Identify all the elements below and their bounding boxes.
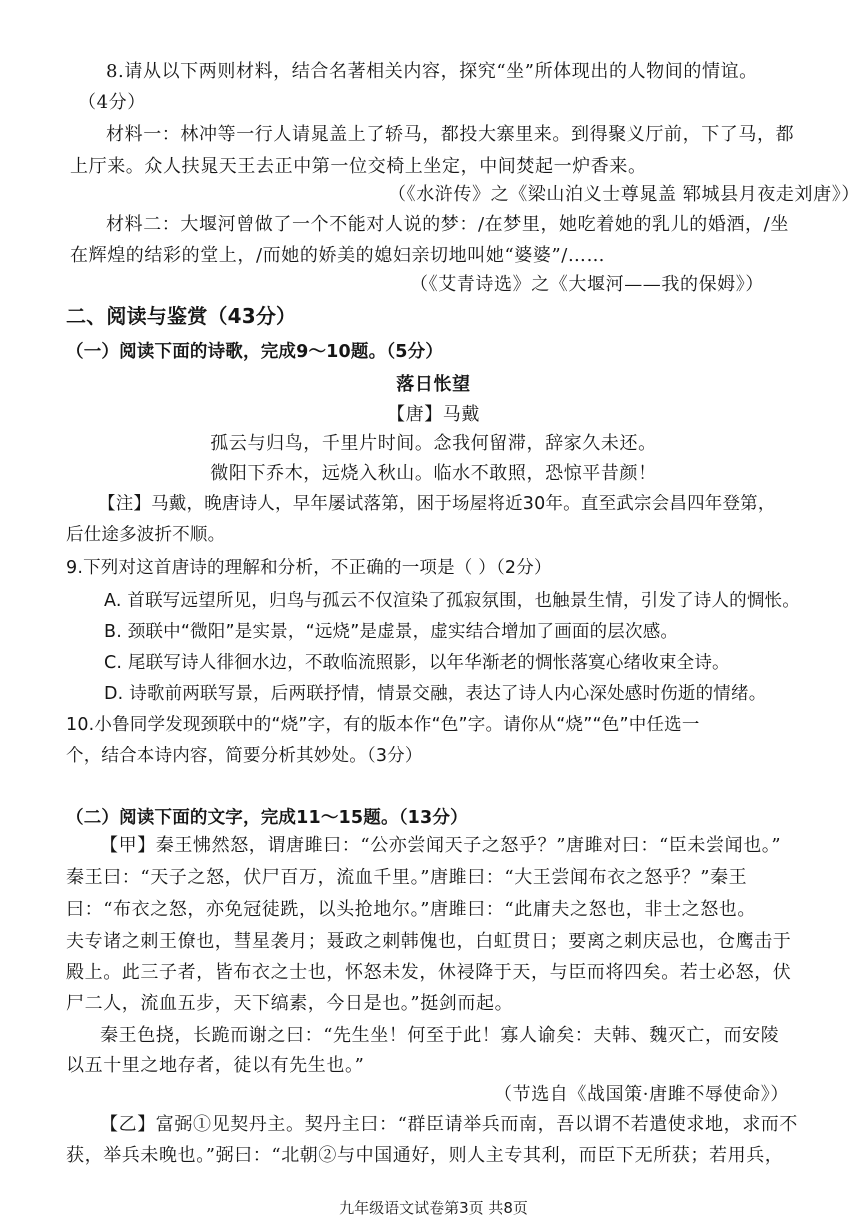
q8-material2-source: （《艾青诗选》之《大堰河——我的保姆》） [410, 274, 764, 295]
poem-title: 落日怅望 [396, 374, 471, 395]
passage-jia-line: 以五十里之地存者，徒以有先生也。” [66, 1055, 365, 1076]
q9-option-d: D. 诗歌前两联写景，后两联抒情，情景交融，表达了诗人内心深处感时伤逝的情绪。 [104, 684, 767, 704]
passage-jia-line: 【甲】秦王怫然怒，谓唐雎曰：“公亦尝闻天子之怒乎？”唐雎对曰：“臣未尝闻也。” [100, 835, 782, 856]
passage-jia-line: 夫专诸之刺王僚也，彗星袭月；聂政之刺韩傀也，白虹贯日；要离之刺庆忌也，仓鹰击于 [66, 931, 792, 952]
q8-material1-line1: 材料一：林冲等一行人请晁盖上了轿马，都投大寨里来。到得聚义厅前，下了马，都 [106, 124, 795, 145]
q8-material1-line2: 上厅来。众人扶晁天王去正中第一位交椅上坐定，中间焚起一炉香来。 [70, 156, 647, 177]
passage-jia-line: 秦王曰：“天子之怒，伏尸百万，流血千里。”唐雎曰：“大王尝闻布衣之怒乎？”秦王 [66, 867, 748, 888]
q10-stem-line2: 个，结合本诗内容，简要分析其妙处。（3分） [66, 746, 423, 766]
passage-yi-line1: 【乙】富弼①见契丹主。契丹主曰：“群臣请举兵而南，吾以谓不若遣使求地，求而不 [100, 1114, 798, 1135]
part1-title: （一）阅读下面的诗歌，完成9～10题。（5分） [66, 342, 444, 362]
section-title: 二、阅读与鉴赏（43分） [66, 304, 297, 328]
q8-stem-line1: 8.请从以下两则材料，结合名著相关内容，探究“坐”所体现出的人物间的情谊。 [106, 61, 758, 82]
q9-option-a: A. 首联写远望所见，归鸟与孤云不仅渲染了孤寂氛围，也触景生情，引发了诗人的惆怅。 [104, 591, 800, 611]
poem-line-2: 微阳下乔木，远烧入秋山。临水不敢照，恐惊平昔颜！ [210, 463, 657, 484]
q8-material1-source: （《水浒传》之《梁山泊义士尊晁盖 郓城县月夜走刘唐》） [388, 184, 860, 205]
q9-option-c: C. 尾联写诗人徘徊水边，不敢临流照影，以年华渐老的惆怅落寞心绪收束全诗。 [104, 653, 730, 673]
passage-jia-line: 曰：“布衣之怒，亦免冠徒跣，以头抢地尔。”唐雎曰：“此庸夫之怒也，非士之怒也。 [66, 899, 757, 920]
passage-yi-line2: 获，举兵未晚也。”弼曰：“北朝②与中国通好，则人主专其利，而臣下无所获；若用兵， [66, 1145, 784, 1166]
passage-jia-line: 殿上。此三子者，皆布衣之士也，怀怒未发，休祲降于天，与臣而将四矣。若士必怒，伏 [66, 962, 792, 983]
poem-note-line2: 后仕途多波折不顺。 [66, 525, 226, 545]
q8-stem-score: （4分） [78, 92, 146, 113]
poem-line-1: 孤云与归鸟，千里片时间。念我何留滞，辞家久未还。 [210, 433, 657, 454]
q9-stem: 9.下列对这首唐诗的理解和分析，不正确的一项是（ ）（2分） [66, 558, 552, 578]
q8-material2-line1: 材料二：大堰河曾做了一个不能对人说的梦：/在梦里，她吃着她的乳儿的婚酒，/坐 [106, 214, 789, 235]
poem-note-line1: 【注】马戴，晚唐诗人，早年屡试落第，困于场屋将近30年。直至武宗会昌四年登第， [98, 494, 776, 514]
passage-jia-line: 尸二人，流血五步，天下缟素，今日是也。”挺剑而起。 [66, 993, 514, 1014]
passage-jia-source: （节选自《战国策·唐雎不辱使命》） [494, 1084, 789, 1105]
page-footer: 九年级语文试卷第3页 共8页 [339, 1199, 528, 1217]
q8-material2-line2: 在辉煌的结彩的堂上，/而她的娇美的媳妇亲切地叫她“婆婆”/…… [70, 245, 606, 266]
passage-jia-line: 秦王色挠，长跪而谢之曰：“先生坐！何至于此！寡人谕矣：夫韩、魏灭亡，而安陵 [100, 1025, 780, 1046]
part2-title: （二）阅读下面的文字，完成11～15题。（13分） [66, 808, 468, 828]
q10-stem-line1: 10.小鲁同学发现颈联中的“烧”字，有的版本作“色”字。请你从“烧”“色”中任选一 [66, 715, 700, 735]
q9-option-b: B. 颈联中“微阳”是实景，“远烧”是虚景，虚实结合增加了画面的层次感。 [104, 622, 679, 642]
poem-author: 【唐】马戴 [387, 404, 480, 425]
